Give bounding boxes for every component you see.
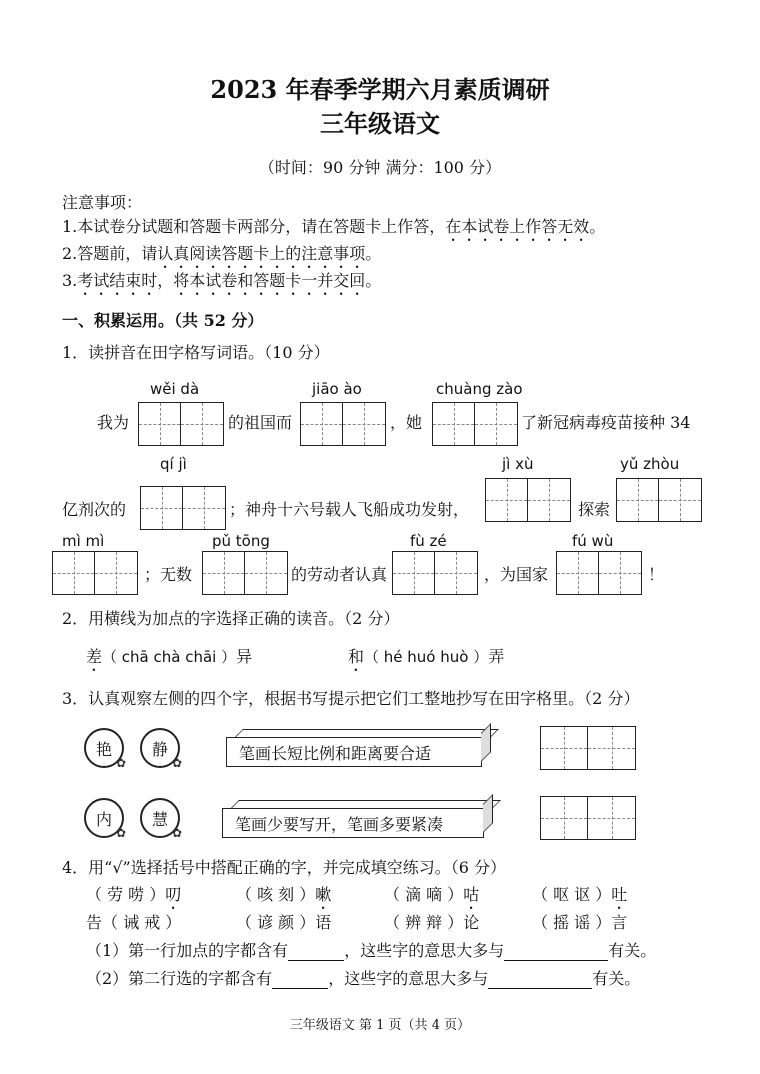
q2-prompt: 2．用横线为加点的字选择正确的读音。（2 分） <box>62 609 400 628</box>
q1-pinyin-2: jiāo ào <box>312 380 362 398</box>
writing-hint-2: 笔画少要写开，笔画多要紧凑 <box>222 808 484 838</box>
notice-heading: 注意事项： <box>62 193 143 212</box>
q1-pinyin-8: pǔ tōng <box>212 532 270 550</box>
q4-fill-2-blank-a[interactable] <box>272 970 328 989</box>
q1-pinyin-6: yǔ zhòu <box>620 455 680 473</box>
q2-left: 差（ chā chà chāi ）异 <box>86 647 253 666</box>
q4-fill-2-blank-b[interactable] <box>488 970 592 989</box>
q2-right-options[interactable]: （ hé huó huò ） <box>364 648 489 666</box>
q1-grid-2[interactable] <box>300 402 386 446</box>
q1-text-3: ，她 <box>390 413 423 432</box>
notice-item-3-emphasis: 考试结束时，将本试卷和答题卡一并交回 <box>77 271 366 290</box>
q4-row2-item2[interactable]: （ 谚 颜 ）语 <box>236 913 332 932</box>
page-footer: 三年级语文 第 1 页（共 4 页） <box>289 1018 471 1033</box>
q1-text-9: 的劳动者认真 <box>291 565 388 584</box>
q1-pinyin-4: qí jì <box>160 455 187 473</box>
q1-grid-8[interactable] <box>202 551 288 595</box>
q1-text-8: ；无数 <box>144 565 193 584</box>
char-circle-jing: 静 ✿ <box>140 728 180 768</box>
exam-subtitle: 三年级语文 <box>320 109 440 138</box>
q1-pinyin-3: chuàng zào <box>436 380 523 398</box>
q1-grid-3[interactable] <box>432 402 518 446</box>
q1-pinyin-9: fù zé <box>410 532 447 550</box>
flower-icon: ✿ <box>171 756 182 770</box>
q4-row1-item1[interactable]: （ 劳 唠 ）叨 <box>86 885 182 904</box>
q1-text-2: 的祖国而 <box>228 413 293 432</box>
q1-text-4: 了新冠病毒疫苗接种 34 <box>521 413 691 432</box>
q1-text-5: 亿剂次的 <box>62 500 127 519</box>
flower-icon: ✿ <box>171 826 182 840</box>
q4-fill-1: （1）第一行加点的字都含有 ，这些字的意思大多与 有关。 <box>86 941 657 960</box>
q4-row2-item1[interactable]: 告（ 诫 戒 ） <box>86 913 182 932</box>
q3-grid-1[interactable] <box>540 726 636 770</box>
q1-prompt: 1．读拼音在田字格写词语。（10 分） <box>62 343 330 362</box>
q1-text-11: ！ <box>648 565 665 584</box>
section-1-heading: 一、积累运用。（共 52 分） <box>62 311 264 330</box>
flower-icon: ✿ <box>115 826 126 840</box>
q4-prompt: 4．用“√”选择括号中搭配正确的字，并完成填空练习。（6 分） <box>62 858 507 877</box>
q4-row2-item3[interactable]: （ 辨 辩 ）论 <box>384 913 480 932</box>
q4-row1-item2[interactable]: （ 咳 刻 ）嗽 <box>236 885 332 904</box>
q1-grid-5[interactable] <box>485 478 571 522</box>
char-circle-nei: 内 ✿ <box>84 798 124 838</box>
flower-icon: ✿ <box>115 756 126 770</box>
notice-item-1: 1.本试卷分试题和答题卡两部分，请在答题卡上作答，在本试卷上作答无效。 <box>62 217 606 236</box>
q1-grid-10[interactable] <box>556 551 642 595</box>
q2-right-char: 和 <box>348 647 365 666</box>
q1-text-7: 探索 <box>578 500 611 519</box>
writing-hint-1: 笔画长短比例和距离要合适 <box>226 737 482 767</box>
q2-right: 和（ hé huó huò ）弄 <box>348 647 505 666</box>
q1-grid-9[interactable] <box>392 551 478 595</box>
char-circle-yan: 艳 ✿ <box>84 728 124 768</box>
q1-text-1: 我为 <box>97 413 130 432</box>
notice-item-1-emphasis: 在本试卷上作答无效 <box>445 217 590 236</box>
q1-grid-4[interactable] <box>140 486 226 530</box>
q1-text-10: ，为国家 <box>484 565 549 584</box>
exam-title: 2023 年春季学期六月素质调研 <box>210 75 550 104</box>
q3-grid-2[interactable] <box>540 796 636 840</box>
q1-grid-6[interactable] <box>616 478 702 522</box>
q4-row1-item4[interactable]: （ 呕 讴 ）吐 <box>532 885 628 904</box>
q1-pinyin-7: mì mì <box>62 532 105 550</box>
q2-left-char: 差 <box>86 647 103 666</box>
q2-left-options[interactable]: （ chā chà chāi ） <box>102 648 237 666</box>
notice-item-2-emphasis: 认真阅读答题卡上的注意事项 <box>157 244 366 263</box>
q1-text-6: ；神舟十六号载人飞船成功发射， <box>229 500 470 519</box>
time-info: （时间：90 分钟 满分：100 分） <box>258 158 502 177</box>
notice-item-3: 3.考试结束时，将本试卷和答题卡一并交回。 <box>62 271 382 290</box>
q4-row2-item4[interactable]: （ 摇 谣 ）言 <box>532 913 628 932</box>
char-circle-hui: 慧 ✿ <box>140 798 180 838</box>
q1-pinyin-1: wěi dà <box>150 380 200 398</box>
notice-item-2: 2.答题前，请认真阅读答题卡上的注意事项。 <box>62 244 382 263</box>
q4-fill-1-blank-b[interactable] <box>504 942 608 961</box>
q1-pinyin-5: jì xù <box>502 455 534 473</box>
q4-fill-1-blank-a[interactable] <box>288 942 344 961</box>
q1-pinyin-10: fú wù <box>572 532 614 550</box>
q4-row1-item3[interactable]: （ 滴 嘀 ）咕 <box>384 885 480 904</box>
q1-grid-1[interactable] <box>138 402 224 446</box>
q1-grid-7[interactable] <box>52 551 138 595</box>
q4-fill-2: （2）第二行选的字都含有 ，这些字的意思大多与 有关。 <box>86 969 641 988</box>
q3-prompt: 3．认真观察左侧的四个字，根据书写提示把它们工整地抄写在田字格里。（2 分） <box>62 689 640 708</box>
